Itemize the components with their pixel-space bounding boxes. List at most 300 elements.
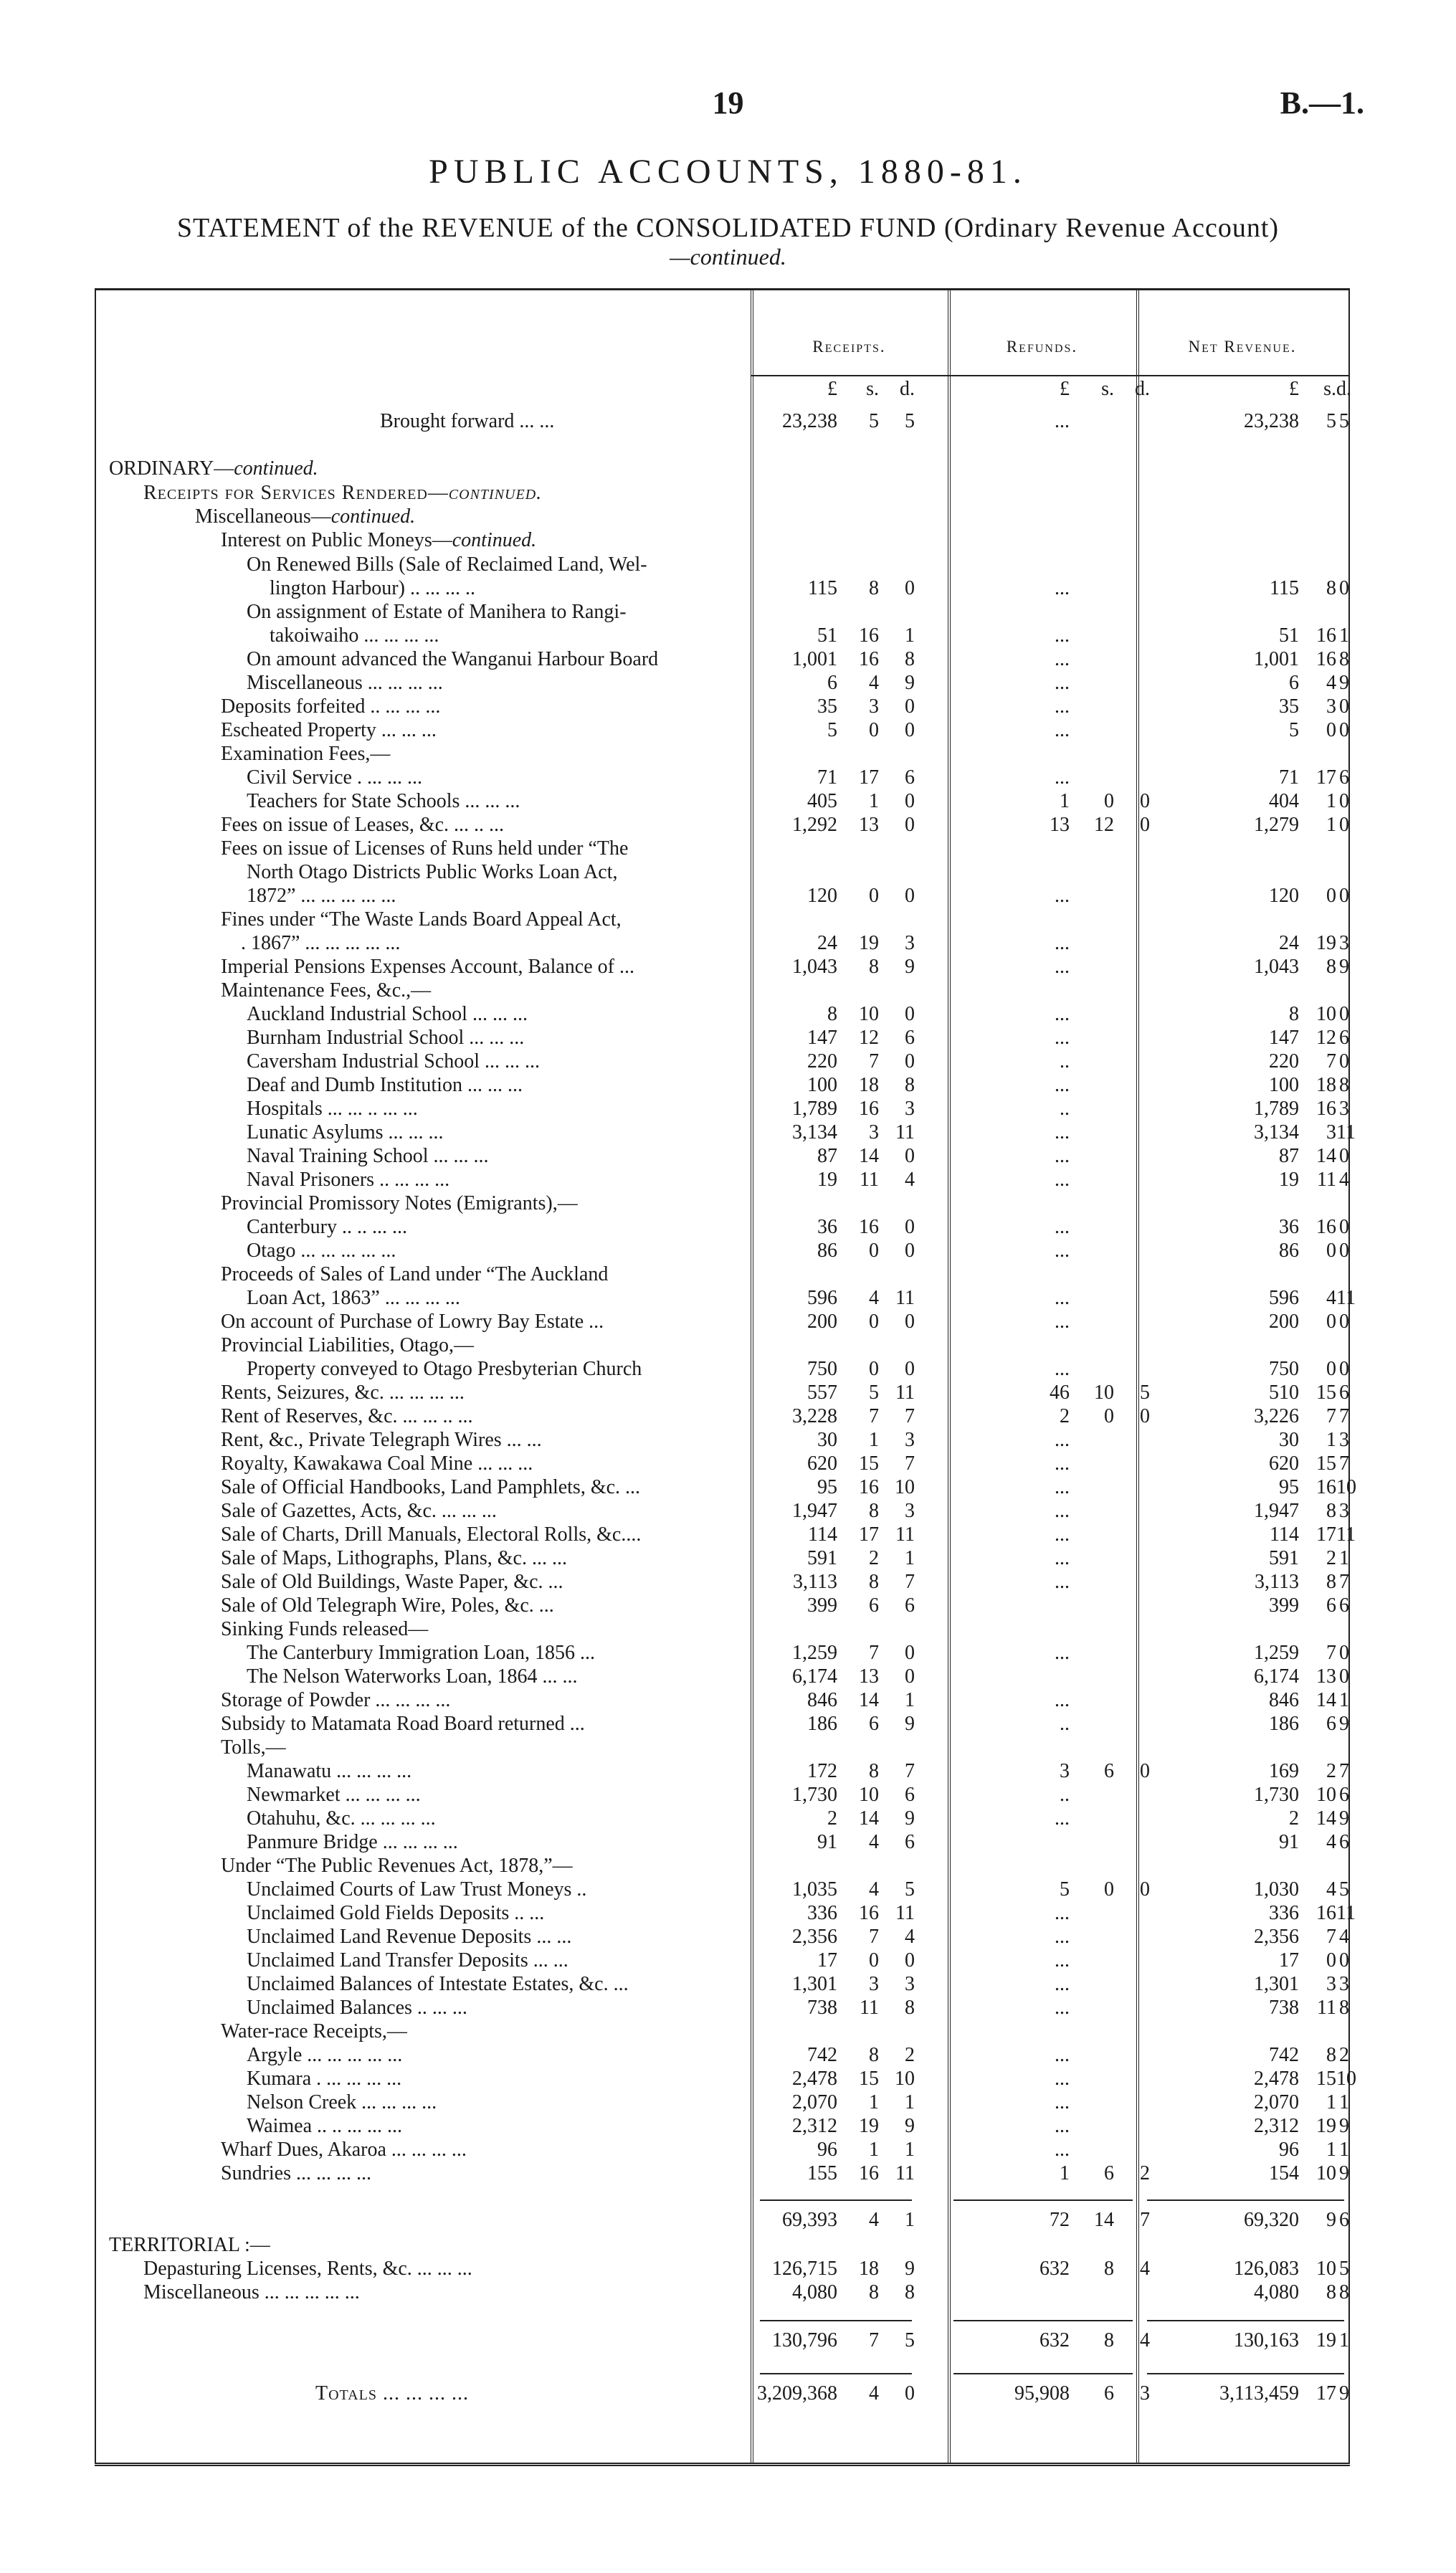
- table-row: [0, 1949, 1456, 1972]
- net-pence: 1: [1339, 2329, 1349, 2351]
- rec-shillings: 0: [869, 1311, 879, 1333]
- net-shillings: 19: [1316, 932, 1336, 954]
- table-row: [0, 1002, 1456, 1026]
- receipts-pound-header: £: [827, 378, 837, 400]
- rec-pence: 0: [905, 1642, 915, 1664]
- rec-pounds: 1,001: [792, 648, 837, 670]
- ref-shillings: 12: [1094, 814, 1114, 836]
- ref-pounds: ...: [1055, 1642, 1070, 1664]
- table-row: [0, 1736, 1456, 1759]
- rec-pounds: 96: [817, 2139, 837, 2161]
- table-row: [0, 1996, 1456, 2020]
- rec-shillings: 12: [859, 1027, 879, 1049]
- ref-pounds: ...: [1055, 1997, 1070, 2019]
- rec-shillings: 8: [869, 1571, 879, 1593]
- net-pence: 3: [1339, 1973, 1349, 1995]
- rec-pence: 4: [905, 1926, 915, 1948]
- rec-pence: 7: [905, 1452, 915, 1475]
- rec-pounds: 1,043: [792, 956, 837, 978]
- ref-pounds: ...: [1055, 2115, 1070, 2137]
- table-row: [0, 1144, 1456, 1168]
- net-pence: 0: [1339, 719, 1349, 741]
- net-shillings: 12: [1316, 1027, 1336, 1049]
- net-shillings: 8: [1326, 1571, 1336, 1593]
- net-pounds: 2,356: [1254, 1926, 1299, 1948]
- net-pence: 4: [1339, 1169, 1349, 1191]
- table-row: [0, 766, 1456, 789]
- rec-pounds: 130,796: [772, 2329, 837, 2351]
- rec-pence: 9: [905, 1713, 915, 1735]
- net-shillings: 4: [1326, 1287, 1336, 1309]
- net-pence: 9: [1339, 956, 1349, 978]
- row-label: Civil Service . ... ... ...: [247, 766, 422, 789]
- net-pence: 9: [1339, 1807, 1349, 1830]
- table-row: [0, 1641, 1456, 1665]
- ref-pence: 2: [1140, 2162, 1150, 2184]
- net-shillings: 1: [1326, 1429, 1336, 1451]
- rec-shillings: 8: [869, 1500, 879, 1522]
- ref-pence: 4: [1140, 2329, 1150, 2351]
- subtotal-rule: [953, 2199, 1133, 2201]
- rec-pounds: 114: [808, 1523, 837, 1546]
- net-pence: 10: [1336, 2068, 1356, 2090]
- rec-pounds: 17: [817, 1949, 837, 1972]
- rec-pounds: 6,174: [792, 1665, 837, 1688]
- net-pence: 6: [1339, 766, 1349, 789]
- net-pounds: 19: [1279, 1169, 1299, 1191]
- net-pounds: 336: [1269, 1902, 1299, 1924]
- rec-pounds: 2,356: [792, 1926, 837, 1948]
- rec-pence: 3: [905, 932, 915, 954]
- rec-pence: 0: [905, 695, 915, 718]
- ref-pounds: 632: [1039, 2329, 1070, 2351]
- net-pence: 5: [1339, 1878, 1349, 1901]
- rec-pence: 9: [905, 956, 915, 978]
- rec-pence: 11: [895, 2162, 915, 2184]
- row-label: ORDINARY—continued.: [109, 457, 318, 480]
- row-label: Sundries ... ... ... ...: [221, 2162, 371, 2184]
- row-label: Fines under “The Waste Lands Board Appeal Act,: [221, 908, 622, 931]
- statement-subtitle: STATEMENT of the REVENUE of the CONSOLIDATED FUND (Ordinary Revenue Account): [176, 213, 1280, 243]
- table-row: [0, 789, 1456, 813]
- net-pence: 3: [1339, 1429, 1349, 1451]
- table-row: [0, 955, 1456, 979]
- ref-pounds: ...: [1055, 719, 1070, 741]
- rec-shillings: 2: [869, 1547, 879, 1569]
- rec-pence: 8: [905, 1997, 915, 2019]
- row-label: takoiwaiho ... ... ... ...: [270, 624, 439, 647]
- row-label: Escheated Property ... ... ...: [221, 719, 437, 741]
- net-pounds: 200: [1269, 1311, 1299, 1333]
- net-shillings: 15: [1316, 1452, 1336, 1475]
- rec-pounds: 87: [817, 1145, 837, 1167]
- net-pounds: 120: [1269, 885, 1299, 907]
- rec-pounds: 51: [817, 624, 837, 647]
- net-pounds: 220: [1269, 1050, 1299, 1073]
- net-shillings: 5: [1326, 410, 1336, 432]
- subtotal-rule: [953, 2320, 1133, 2321]
- table-row: [0, 1333, 1456, 1357]
- rec-pence: 0: [905, 1050, 915, 1073]
- table-row: [0, 553, 1456, 576]
- ref-pounds: ...: [1055, 1216, 1070, 1238]
- ref-pence: 4: [1140, 2258, 1150, 2280]
- ref-pounds: ...: [1055, 1287, 1070, 1309]
- net-shillings: 16: [1316, 1098, 1336, 1120]
- table-row: [0, 1712, 1456, 1736]
- rec-pounds: 220: [807, 1050, 837, 1073]
- net-pence: 1: [1339, 2139, 1349, 2161]
- ref-pounds: ...: [1055, 2044, 1070, 2066]
- net-pence: 5: [1339, 2258, 1349, 2280]
- rec-pounds: 1,789: [792, 1098, 837, 1120]
- net-pence: 11: [1336, 1523, 1356, 1546]
- subtotal-rule: [760, 2373, 912, 2374]
- row-label: On account of Purchase of Lowry Bay Estate ...: [221, 1311, 604, 1333]
- net-pounds: 115: [1270, 577, 1299, 599]
- rec-pence: 5: [905, 410, 915, 432]
- rec-pence: 9: [905, 2115, 915, 2137]
- net-pounds: 91: [1279, 1831, 1299, 1853]
- table-row: [0, 1357, 1456, 1381]
- table-row: [0, 1168, 1456, 1192]
- rec-shillings: 15: [859, 2068, 879, 2090]
- rec-pounds: 591: [807, 1547, 837, 1569]
- ref-shillings: 10: [1094, 1381, 1114, 1404]
- rec-pence: 11: [895, 1381, 915, 1404]
- table-row: [0, 1404, 1456, 1428]
- ref-pounds: ...: [1055, 1949, 1070, 1972]
- table-row: [0, 718, 1456, 742]
- net-shillings: 0: [1326, 1311, 1336, 1333]
- rec-pence: 1: [905, 1689, 915, 1711]
- net-shillings: 1: [1326, 2139, 1336, 2161]
- net-shillings: 10: [1316, 1784, 1336, 1806]
- ref-pounds: ...: [1055, 1027, 1070, 1049]
- net-shillings: 8: [1326, 2044, 1336, 2066]
- rec-shillings: 16: [859, 1476, 879, 1498]
- rec-shillings: 10: [859, 1784, 879, 1806]
- ref-pounds: ...: [1055, 1973, 1070, 1995]
- net-pounds: 24: [1279, 932, 1299, 954]
- ref-pounds: ...: [1055, 1476, 1070, 1498]
- rec-shillings: 1: [869, 2139, 879, 2161]
- row-label: Imperial Pensions Expenses Account, Balance of ...: [221, 956, 634, 978]
- rec-pence: 10: [895, 2068, 915, 2090]
- net-shillings: 16: [1316, 624, 1336, 647]
- net-shillings: 8: [1326, 956, 1336, 978]
- row-label-continued: continued.: [452, 529, 537, 551]
- row-label: Sale of Old Telegraph Wire, Poles, &c. ...: [221, 1594, 554, 1617]
- net-shillings: 9: [1326, 2209, 1336, 2231]
- ref-pounds: 13: [1050, 814, 1070, 836]
- rec-shillings: 13: [859, 814, 879, 836]
- rec-shillings: 7: [869, 1405, 879, 1427]
- row-label: Tolls,—: [221, 1736, 286, 1759]
- rec-pence: 0: [905, 1145, 915, 1167]
- column-header-rule: [751, 375, 1348, 376]
- rec-pounds: 147: [807, 1027, 837, 1049]
- ref-pounds: ...: [1055, 2068, 1070, 2090]
- ref-pounds: 95,908: [1014, 2382, 1070, 2405]
- net-pence: 7: [1339, 1405, 1349, 1427]
- ref-shillings: 8: [1104, 2329, 1114, 2351]
- table-row: [0, 1215, 1456, 1239]
- refunds-column-header: Refunds.: [1006, 338, 1078, 356]
- rec-pounds: 750: [807, 1358, 837, 1380]
- net-pence: 3: [1339, 932, 1349, 954]
- ref-pounds: ...: [1055, 1926, 1070, 1948]
- net-pence: 9: [1339, 672, 1349, 694]
- rec-pounds: 2,478: [792, 2068, 837, 2090]
- subtotal-rule: [760, 2320, 912, 2321]
- net-shillings: 1: [1326, 790, 1336, 812]
- table-row: [0, 1854, 1456, 1878]
- rec-pence: 0: [905, 814, 915, 836]
- receipts-pence-header: d.: [900, 378, 915, 400]
- rec-shillings: 19: [859, 932, 879, 954]
- net-pence: 1: [1339, 2091, 1349, 2113]
- row-label: Teachers for State Schools ... ... ...: [247, 790, 520, 812]
- net-pounds: 510: [1269, 1381, 1299, 1404]
- table-row: [0, 1759, 1456, 1783]
- rec-shillings: 16: [859, 624, 879, 647]
- rec-shillings: 14: [859, 1145, 879, 1167]
- net-pounds: 147: [1269, 1027, 1299, 1049]
- ref-pounds: 46: [1050, 1381, 1070, 1404]
- row-label: Miscellaneous—continued.: [195, 505, 416, 528]
- ref-pounds: ...: [1055, 1689, 1070, 1711]
- ref-pounds: ...: [1055, 1571, 1070, 1593]
- ref-pence: 0: [1140, 1878, 1150, 1901]
- row-label: Brought forward ... ...: [380, 410, 555, 432]
- rec-shillings: 14: [859, 1689, 879, 1711]
- net-pounds: 87: [1279, 1145, 1299, 1167]
- refunds-shilling-header: s.: [1101, 378, 1114, 400]
- rec-shillings: 3: [869, 1121, 879, 1143]
- net-pounds: 1,279: [1254, 814, 1299, 836]
- net-pence: 0: [1339, 695, 1349, 718]
- ref-shillings: 6: [1104, 1760, 1114, 1782]
- rec-shillings: 4: [869, 2382, 879, 2405]
- row-label: . 1867” ... ... ... ... ...: [241, 932, 401, 954]
- net-pence: 8: [1339, 1997, 1349, 2019]
- table-row: [0, 695, 1456, 718]
- ref-pounds: ...: [1055, 1452, 1070, 1475]
- row-label: Auckland Industrial School ... ... ...: [247, 1003, 528, 1025]
- row-label: Burnham Industrial School ... ... ...: [247, 1027, 525, 1049]
- row-label: lington Harbour) .. ... ... ..: [270, 577, 475, 599]
- rec-pounds: 71: [817, 766, 837, 789]
- rec-shillings: 3: [869, 695, 879, 718]
- net-shillings: 19: [1316, 2115, 1336, 2137]
- rec-shillings: 17: [859, 766, 879, 789]
- net-pounds: 69,320: [1244, 2209, 1299, 2231]
- net-shillings: 2: [1326, 1760, 1336, 1782]
- rec-pence: 1: [905, 2139, 915, 2161]
- net-shillings: 14: [1316, 1689, 1336, 1711]
- net-pounds: 738: [1269, 1997, 1299, 2019]
- rec-pounds: 100: [807, 1074, 837, 1096]
- ref-shillings: 0: [1104, 1878, 1114, 1901]
- net-pence: 11: [1336, 1121, 1356, 1143]
- row-label: TERRITORIAL :—: [109, 2234, 270, 2256]
- table-row: [0, 2138, 1456, 2161]
- net-pounds: 8: [1289, 1003, 1299, 1025]
- net-pounds: 1,789: [1254, 1098, 1299, 1120]
- row-label: Miscellaneous ... ... ... ...: [247, 672, 443, 694]
- ref-shillings: 6: [1104, 2382, 1114, 2405]
- ref-pounds: 632: [1039, 2258, 1070, 2280]
- rec-shillings: 17: [859, 1523, 879, 1546]
- subtotal-rule: [760, 2199, 912, 2201]
- net-shillings: 10: [1316, 2258, 1336, 2280]
- net-pence: 7: [1339, 1760, 1349, 1782]
- net-pence: 6: [1339, 1381, 1349, 1404]
- ref-pounds: ...: [1055, 695, 1070, 718]
- net-shillings: 0: [1326, 885, 1336, 907]
- table-row: [0, 1878, 1456, 1901]
- rec-shillings: 5: [869, 1381, 879, 1404]
- row-label: Proceeds of Sales of Land under “The Auckland: [221, 1263, 609, 1285]
- ref-pounds: ...: [1055, 1121, 1070, 1143]
- net-pence: 6: [1339, 1784, 1349, 1806]
- rec-shillings: 16: [859, 2162, 879, 2184]
- net-pounds: 3,226: [1254, 1405, 1299, 1427]
- net-shillings: 1: [1326, 2091, 1336, 2113]
- table-row: [0, 481, 1456, 505]
- rec-shillings: 0: [869, 1240, 879, 1262]
- net-pence: 0: [1339, 1949, 1349, 1972]
- table-row: [0, 1925, 1456, 1949]
- net-shillings: 6: [1326, 1713, 1336, 1735]
- net-pounds: 1,043: [1254, 956, 1299, 978]
- table-row: [0, 1617, 1456, 1641]
- rec-pence: 0: [905, 1240, 915, 1262]
- row-label: Nelson Creek ... ... ... ...: [247, 2091, 437, 2113]
- table-row: [0, 1499, 1456, 1523]
- rec-pence: 0: [905, 1216, 915, 1238]
- rec-pence: 0: [905, 1949, 915, 1972]
- table-row: [0, 457, 1456, 480]
- rec-pence: 0: [905, 1358, 915, 1380]
- net-pence: 3: [1339, 1098, 1349, 1120]
- rec-pounds: 405: [807, 790, 837, 812]
- net-pence: 6: [1339, 2209, 1349, 2231]
- ref-pence: 3: [1140, 2382, 1150, 2405]
- net-pence: 4: [1339, 1926, 1349, 1948]
- statement-subtitle-continued: —continued.: [670, 244, 786, 270]
- rec-shillings: 8: [869, 1760, 879, 1782]
- net-pence: 8: [1339, 2281, 1349, 2303]
- rec-pounds: 738: [807, 1997, 837, 2019]
- table-row: [0, 528, 1456, 552]
- rec-pence: 0: [905, 1311, 915, 1333]
- rec-pounds: 2: [827, 1807, 837, 1830]
- row-label: Otahuhu, &c. ... ... ... ...: [247, 1807, 436, 1830]
- net-pounds: 30: [1279, 1429, 1299, 1451]
- ref-pence: 7: [1140, 2209, 1150, 2231]
- net-pounds: 6: [1289, 672, 1299, 694]
- rec-pounds: 1,292: [792, 814, 837, 836]
- net-pence: 9: [1339, 1713, 1349, 1735]
- net-shillings: 14: [1316, 1807, 1336, 1830]
- row-label: On assignment of Estate of Manihera to Rangi-: [247, 601, 627, 623]
- table-row: [0, 1452, 1456, 1475]
- rec-shillings: 10: [859, 1003, 879, 1025]
- row-label: Depasturing Licenses, Rents, &c. ... ... ...: [143, 2258, 472, 2280]
- table-row: [0, 1428, 1456, 1452]
- rec-pounds: 115: [808, 577, 837, 599]
- net-shillings: 4: [1326, 1831, 1336, 1853]
- rec-pence: 8: [905, 2281, 915, 2303]
- rec-pence: 1: [905, 1547, 915, 1569]
- rec-shillings: 1: [869, 790, 879, 812]
- net-shillings: 8: [1326, 1500, 1336, 1522]
- ref-pounds: ...: [1055, 2091, 1070, 2113]
- ref-pounds: 3: [1060, 1760, 1070, 1782]
- rec-pounds: 399: [807, 1594, 837, 1617]
- table-row: [0, 2233, 1456, 2257]
- rec-pounds: 3,134: [792, 1121, 837, 1143]
- ref-shillings: 0: [1104, 790, 1114, 812]
- net-pounds: 1,030: [1254, 1878, 1299, 1901]
- net-pence: 6: [1339, 1027, 1349, 1049]
- net-pounds: 51: [1279, 624, 1299, 647]
- row-label: Sale of Maps, Lithographs, Plans, &c. ... ...: [221, 1547, 567, 1569]
- table-row: [0, 671, 1456, 695]
- rec-pence: 7: [905, 1405, 915, 1427]
- row-label: Caversham Industrial School ... ... ...: [247, 1050, 541, 1073]
- receipts-column-header: Receipts.: [812, 338, 886, 356]
- net-pounds: 6,174: [1254, 1665, 1299, 1688]
- subtotal-rule: [1147, 2199, 1344, 2201]
- net-pounds: 1,301: [1254, 1973, 1299, 1995]
- rec-pence: 0: [905, 719, 915, 741]
- net-pence: 10: [1336, 1476, 1356, 1498]
- net-pounds: 36: [1279, 1216, 1299, 1238]
- net-pounds: 126,083: [1234, 2258, 1299, 2280]
- ref-pounds: ..: [1060, 1050, 1070, 1073]
- rec-pounds: 846: [807, 1689, 837, 1711]
- net-pounds: 2,070: [1254, 2091, 1299, 2113]
- rec-pounds: 186: [807, 1713, 837, 1735]
- row-label: Totals ... ... ... ...: [315, 2382, 469, 2405]
- table-row: [0, 647, 1456, 671]
- ref-pounds: ...: [1055, 577, 1070, 599]
- row-label: Deposits forfeited .. ... ... ...: [221, 695, 441, 718]
- row-label: Panmure Bridge ... ... ... ...: [247, 1831, 458, 1853]
- net-pence: 0: [1339, 1240, 1349, 1262]
- table-row: [0, 624, 1456, 647]
- rec-shillings: 0: [869, 885, 879, 907]
- table-row: [0, 1262, 1456, 1286]
- rec-pounds: 336: [807, 1902, 837, 1924]
- rec-shillings: 4: [869, 2209, 879, 2231]
- rec-pence: 7: [905, 1760, 915, 1782]
- net-shillings: 17: [1316, 1523, 1336, 1546]
- net-pounds: 3,134: [1254, 1121, 1299, 1143]
- table-row: [0, 2161, 1456, 2185]
- net-shillings: 8: [1326, 577, 1336, 599]
- net-pence: 6: [1339, 1831, 1349, 1853]
- rec-pounds: 2,312: [792, 2115, 837, 2137]
- rec-pence: 8: [905, 648, 915, 670]
- rec-shillings: 7: [869, 1050, 879, 1073]
- rec-shillings: 0: [869, 1358, 879, 1380]
- table-row: [0, 2043, 1456, 2067]
- net-pence: 0: [1339, 1311, 1349, 1333]
